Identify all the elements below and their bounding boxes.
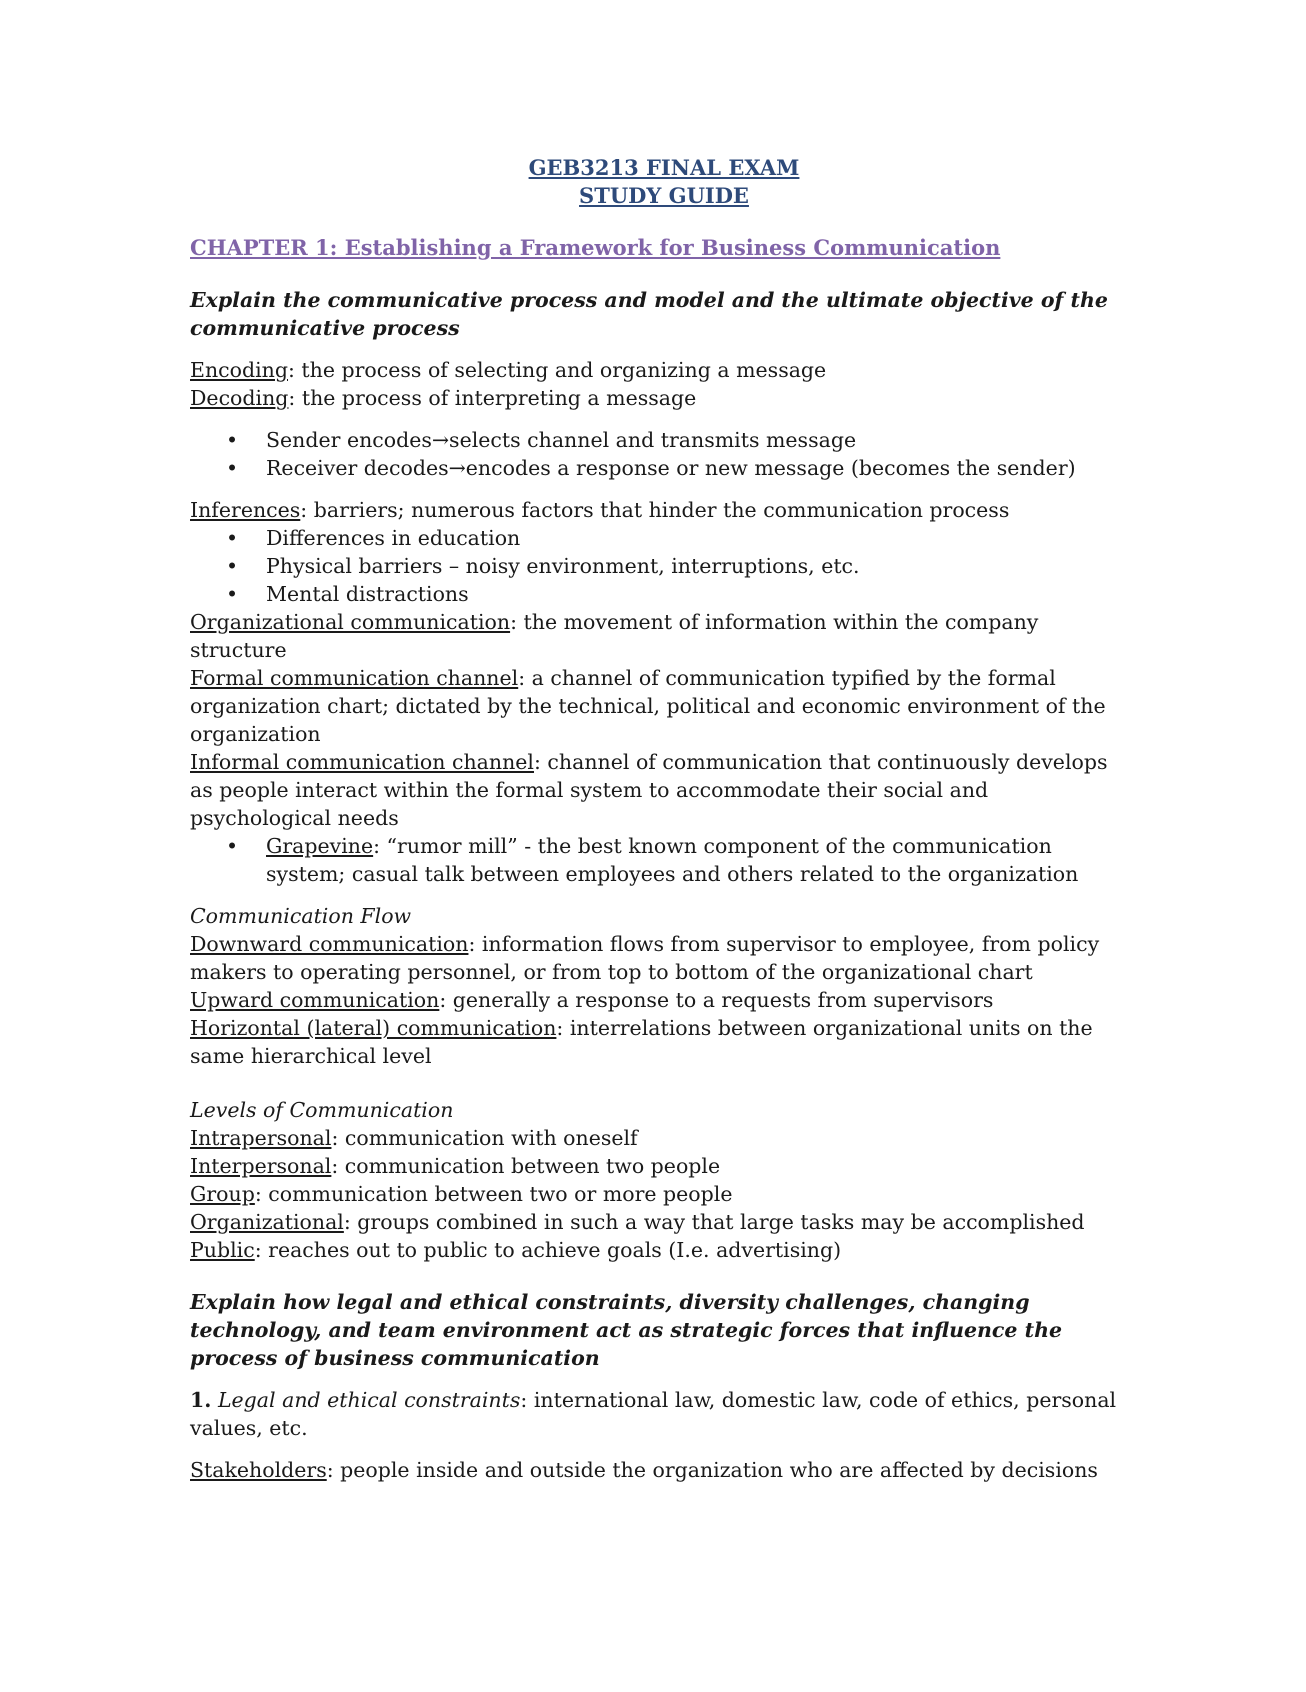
definition-group xyxy=(190,1180,1126,1208)
definition-inferences xyxy=(190,496,1126,524)
question-heading-1: Explain the communicative process and model and the ultimate objective of the communicative process xyxy=(190,288,1108,340)
subheading-communication-flow: Communication Flow xyxy=(190,904,412,928)
list-item: • Mental distractions xyxy=(190,580,1126,608)
def-horizontal: : interrelations between organizational units on the same hierarchical level xyxy=(190,1016,1093,1068)
term-encoding: Encoding xyxy=(190,358,288,382)
def-group: : communication between two or more people xyxy=(254,1182,733,1206)
def-downward: : information flows from supervisor to employee, from policy makers to operating personnel, or from top to bottom of the organizational chart xyxy=(190,932,1100,984)
term-upward: Upward communication xyxy=(190,988,440,1012)
barrier-bullet-list xyxy=(190,524,1126,608)
definition-downward xyxy=(190,930,1126,986)
term-decoding: Decoding xyxy=(190,386,289,410)
def-decoding: : the process of interpreting a message xyxy=(288,386,697,410)
term-organizational: Organizational xyxy=(190,1210,344,1234)
definition-stakeholders xyxy=(190,1456,1126,1484)
def-stakeholders: : people inside and outside the organization who are affected by decisions xyxy=(326,1458,1098,1482)
def-grapevine: : “rumor mill” - the best known component of the communication system; casual talk between employees and others related to the organization xyxy=(266,834,1079,886)
term-stakeholders: Stakeholders xyxy=(190,1458,327,1482)
term-public: Public xyxy=(190,1238,255,1262)
definition-public xyxy=(190,1236,1126,1264)
term-downward: Downward communication xyxy=(190,932,469,956)
definition-encoding xyxy=(190,356,1126,384)
definition-interpersonal xyxy=(190,1152,1126,1180)
list-item xyxy=(190,832,1126,888)
process-bullet-list xyxy=(190,426,1126,482)
def-intrapersonal: : communication with oneself xyxy=(331,1126,638,1150)
definition-intrapersonal xyxy=(190,1124,1126,1152)
def-informal-channel: : channel of communication that continuously develops as people interact within the formal system to accommodate their social and psychological needs xyxy=(190,750,1108,830)
term-interpersonal: Interpersonal xyxy=(190,1154,332,1178)
term-org-comm: Organizational communication xyxy=(190,610,511,634)
grapevine-bullet-list xyxy=(190,832,1126,888)
term-grapevine: Grapevine xyxy=(266,834,374,858)
def-public: : reaches out to public to achieve goals (I.e. advertising) xyxy=(254,1238,842,1262)
definition-legal-constraints xyxy=(190,1386,1126,1442)
definition-formal-channel xyxy=(190,664,1126,748)
definition-informal-channel xyxy=(190,748,1126,832)
definition-org-comm xyxy=(190,608,1126,664)
def-encoding: : the process of selecting and organizing a message xyxy=(288,358,827,382)
document-title xyxy=(190,154,1126,210)
item-number: 1. xyxy=(190,1388,212,1412)
term-intrapersonal: Intrapersonal xyxy=(190,1126,332,1150)
subheading-levels: Levels of Communication xyxy=(190,1098,454,1122)
def-inferences: : barriers; numerous factors that hinder the communication process xyxy=(300,498,1010,522)
list-item: • Physical barriers – noisy environment, interruptions, etc. xyxy=(190,552,1126,580)
definition-upward xyxy=(190,986,1126,1014)
question-heading-2: Explain how legal and ethical constraints, diversity challenges, changing technology, and team environment act as strategic forces that influence the process of business communication xyxy=(190,1290,1063,1370)
def-legal-constraints: : international law, domestic law, code of ethics, personal values, etc. xyxy=(190,1388,1117,1440)
def-org-comm: : the movement of information within the company structure xyxy=(190,610,1039,662)
definition-organizational xyxy=(190,1208,1126,1236)
def-upward: : generally a response to a requests from supervisors xyxy=(439,988,994,1012)
term-horizontal: Horizontal (lateral) communication xyxy=(190,1016,557,1040)
term-group: Group xyxy=(190,1182,255,1206)
term-inferences: Inferences xyxy=(190,498,301,522)
list-item: • Differences in education xyxy=(190,524,1126,552)
term-formal-channel: Formal communication channel xyxy=(190,666,519,690)
term-legal-constraints: Legal and ethical constraints xyxy=(217,1388,521,1412)
def-organizational: : groups combined in such a way that large tasks may be accomplished xyxy=(343,1210,1085,1234)
definition-horizontal xyxy=(190,1014,1126,1070)
list-item: • Sender encodes→selects channel and transmits message xyxy=(190,426,1126,454)
title-line-2: STUDY GUIDE xyxy=(579,183,749,208)
term-informal-channel: Informal communication channel xyxy=(190,750,534,774)
def-formal-channel: : a channel of communication typified by the formal organization chart; dictated by the technical, political and economic environment of the organization xyxy=(190,666,1106,746)
chapter-heading: CHAPTER 1: Establishing a Framework for Business Communication xyxy=(190,235,1001,260)
def-interpersonal: : communication between two people xyxy=(331,1154,721,1178)
title-line-1: GEB3213 FINAL EXAM xyxy=(528,155,800,180)
definition-decoding xyxy=(190,384,1126,412)
list-item: • Receiver decodes→encodes a response or new message (becomes the sender) xyxy=(190,454,1126,482)
